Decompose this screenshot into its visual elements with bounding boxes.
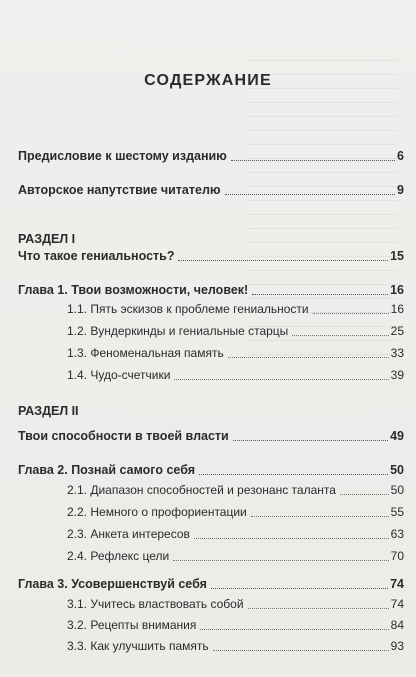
leader-dots xyxy=(233,440,388,441)
entry-title: Что такое гениальность? xyxy=(18,249,175,263)
entry-page: 70 xyxy=(390,549,404,563)
entry-page: 49 xyxy=(390,429,404,443)
entry-page: 93 xyxy=(390,639,404,653)
part1-label: РАЗДЕЛ I xyxy=(18,232,76,246)
entry-title: 1.1. Пять эскизов к проблеме гениальности xyxy=(67,302,309,316)
entry-title: Авторское напутствие читателю xyxy=(18,183,221,197)
entry-title: Предисловие к шестому изданию xyxy=(18,149,227,163)
toc-entry-1-2 xyxy=(67,321,404,339)
toc-entry-part2 xyxy=(18,426,404,444)
leader-dots xyxy=(340,494,389,495)
toc-entry-chapter3 xyxy=(18,574,404,592)
leader-dots xyxy=(313,313,389,314)
entry-page: 63 xyxy=(390,527,404,541)
leader-dots xyxy=(200,629,388,630)
entry-title: 1.3. Феноменальная память xyxy=(67,346,224,360)
entry-title: 2.4. Рефлекс цели xyxy=(67,549,170,563)
leader-dots xyxy=(251,516,389,517)
entry-page: 16 xyxy=(390,283,404,297)
entry-page: 74 xyxy=(390,577,404,591)
entry-page: 16 xyxy=(390,302,404,316)
entry-title: 1.4. Чудо-счетчики xyxy=(67,368,171,382)
toc-entry-part1 xyxy=(18,246,404,264)
entry-title: Глава 2. Познай самого себя xyxy=(18,463,196,477)
toc-entry-3-1 xyxy=(67,594,404,612)
entry-title: 3.2. Рецепты внимания xyxy=(67,618,197,632)
page-title: СОДЕРЖАНИЕ xyxy=(144,72,272,89)
toc-entry-2-2 xyxy=(67,502,404,520)
toc-entry-2-4 xyxy=(67,546,404,564)
entry-page: 50 xyxy=(390,483,404,497)
entry-page: 33 xyxy=(390,346,404,360)
leader-dots xyxy=(199,474,388,475)
entry-page: 15 xyxy=(390,249,404,263)
leader-dots xyxy=(178,260,388,261)
entry-page: 6 xyxy=(397,149,404,163)
entry-page: 50 xyxy=(390,463,404,477)
entry-title: 2.2. Немного о профориентации xyxy=(67,505,247,519)
entry-page: 84 xyxy=(390,618,404,632)
entry-page: 9 xyxy=(397,183,404,197)
toc-entry-author-words xyxy=(18,180,404,198)
leader-dots xyxy=(292,335,388,336)
entry-title: 3.3. Как улучшить память xyxy=(67,639,209,653)
entry-page: 39 xyxy=(390,368,404,382)
toc-entry-2-1 xyxy=(67,480,404,498)
toc-entry-chapter1 xyxy=(18,280,404,298)
leader-dots xyxy=(252,294,388,295)
leader-dots xyxy=(228,357,389,358)
leader-dots xyxy=(231,160,395,161)
entry-title: 1.2. Вундеркинды и гениальные старцы xyxy=(67,324,289,338)
leader-dots xyxy=(174,379,388,380)
leader-dots xyxy=(248,608,389,609)
leader-dots xyxy=(213,650,389,651)
entry-title: 2.1. Диапазон способностей и резонанс таланта xyxy=(67,483,336,497)
entry-title: 3.1. Учитесь властвовать собой xyxy=(67,597,244,611)
leader-dots xyxy=(211,588,388,589)
entry-title: Твои способности в твоей власти xyxy=(18,429,229,443)
entry-title: Глава 3. Усовершенствуй себя xyxy=(18,577,207,591)
toc-entry-2-3 xyxy=(67,524,404,542)
leader-dots xyxy=(225,194,395,195)
toc-entry-3-2 xyxy=(67,615,404,633)
toc-entry-chapter2 xyxy=(18,460,404,478)
toc-entry-1-3 xyxy=(67,343,404,361)
entry-title: 2.3. Анкета интересов xyxy=(67,527,190,541)
entry-page: 74 xyxy=(390,597,404,611)
toc-entry-preface xyxy=(18,146,404,164)
leader-dots xyxy=(194,538,389,539)
entry-page: 25 xyxy=(390,324,404,338)
part2-label: РАЗДЕЛ II xyxy=(18,404,79,418)
toc-entry-1-4 xyxy=(67,365,404,383)
toc-entry-3-3 xyxy=(67,636,404,654)
entry-page: 55 xyxy=(390,505,404,519)
toc-entry-1-1 xyxy=(67,299,404,317)
entry-title: Глава 1. Твои возможности, человек! xyxy=(18,283,249,297)
leader-dots xyxy=(173,560,388,561)
